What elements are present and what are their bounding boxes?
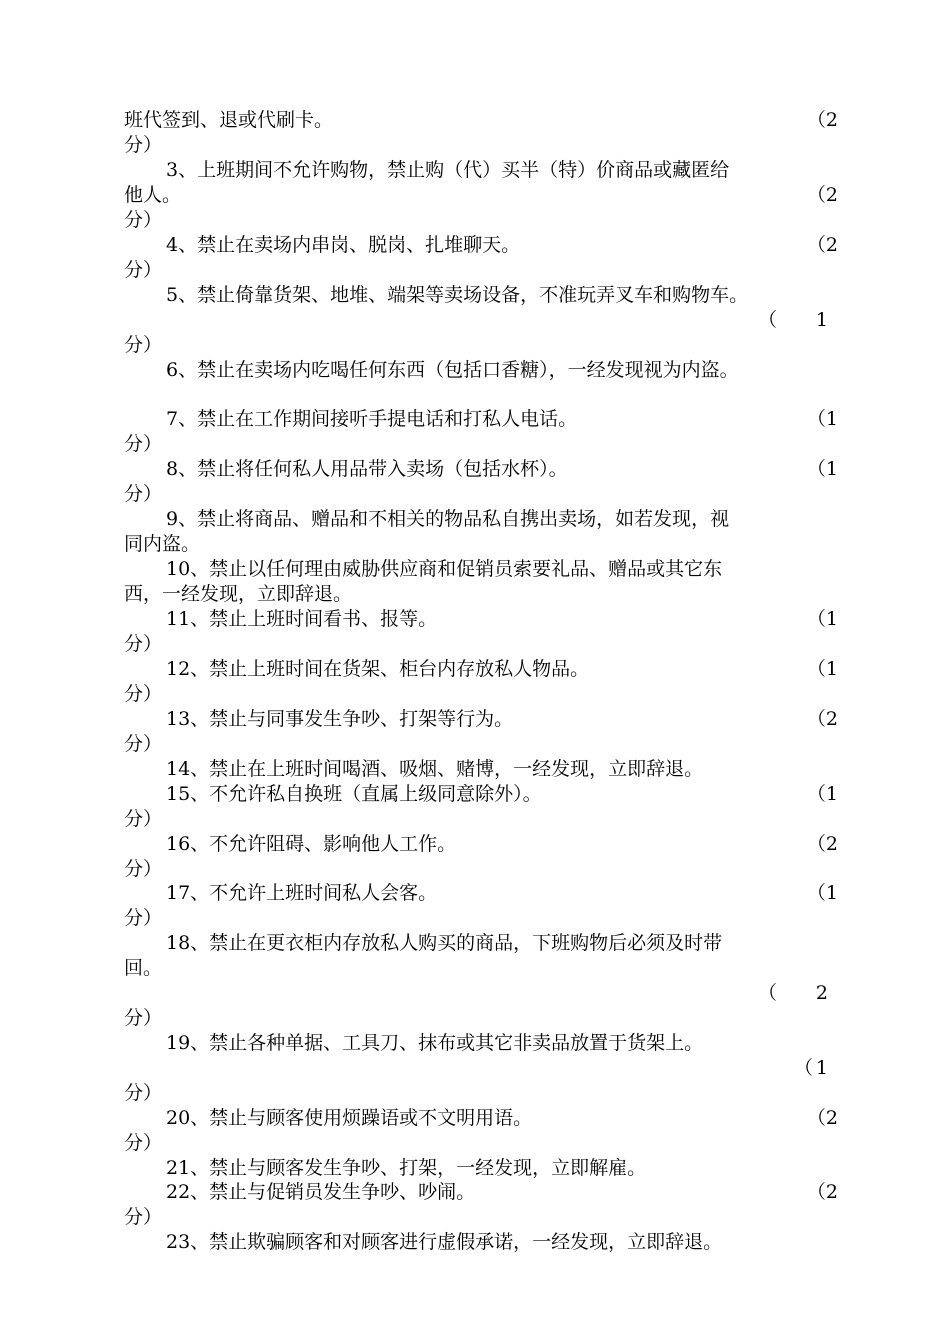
points-unit: 分） — [124, 259, 163, 281]
points-value: （1 — [806, 608, 838, 630]
points-unit: 分） — [124, 858, 163, 880]
points-value: （2 — [806, 1181, 838, 1203]
rule-line — [166, 457, 838, 481]
points-unit: 分） — [124, 633, 163, 655]
rule-line — [166, 782, 838, 806]
rule-text: 4、禁止在卖场内串岗、脱岗、扎堆聊天。 — [166, 234, 521, 256]
rule-line: 19、禁止各种单据、工具刀、抹布或其它非卖品放置于货架上。 — [166, 1032, 704, 1054]
rule-line — [166, 832, 838, 856]
rule-text: 22、禁止与促销员发生争吵、吵闹。 — [166, 1181, 476, 1203]
rule-line — [166, 707, 838, 731]
points-unit: 分） — [124, 1082, 163, 1104]
rule-line — [166, 407, 838, 431]
rule-text: 8、禁止将任何私人用品带入卖场（包括水杯）。 — [166, 458, 568, 480]
rule-line — [166, 1180, 838, 1204]
rule-line: 3、上班期间不允许购物，禁止购（代）买半（特）价商品或藏匿给 — [166, 159, 730, 181]
points-value: （2 — [806, 184, 838, 206]
points-value: （2 — [806, 234, 838, 256]
points-unit: 分） — [124, 433, 163, 455]
rule-text: 12、禁止上班时间在货架、柜台内存放私人物品。 — [166, 658, 590, 680]
rule-text: 班代签到、退或代刷卡。 — [124, 109, 334, 131]
rule-text: 15、不允许私自换班（直属上级同意除外）。 — [166, 783, 542, 805]
points-value: （1 — [806, 458, 838, 480]
rule-line: 5、禁止倚靠货架、地堆、端架等卖场设备，不准玩弄叉车和购物车。 — [166, 284, 749, 306]
points-unit: 分） — [124, 1206, 163, 1228]
rule-text: 7、禁止在工作期间接听手提电话和打私人电话。 — [166, 408, 578, 430]
points-value: （2 — [806, 833, 838, 855]
rule-text: 11、禁止上班时间看书、报等。 — [166, 608, 438, 630]
points-value: （1 — [806, 658, 838, 680]
rule-text: 13、禁止与同事发生争吵、打架等行为。 — [166, 708, 514, 730]
rule-line: 23、禁止欺骗顾客和对顾客进行虚假承诺，一经发现，立即辞退。 — [166, 1231, 723, 1253]
points-unit: 分） — [124, 808, 163, 830]
rule-line: 10、禁止以任何理由威胁供应商和促销员索要礼品、赠品或其它东 — [166, 558, 723, 580]
points-value: （ 1 — [794, 1057, 828, 1079]
points-value: （2 — [806, 708, 838, 730]
points-value: （1 — [806, 783, 838, 805]
rule-line: 回。 — [124, 957, 163, 979]
rule-line: 18、禁止在更衣柜内存放私人购买的商品，下班购物后必须及时带 — [166, 932, 723, 954]
points-unit: 分） — [124, 334, 163, 356]
rule-line — [166, 233, 838, 257]
rule-line: 14、禁止在上班时间喝酒、吸烟、赌博，一经发现，立即辞退。 — [166, 758, 704, 780]
points-unit: 分） — [124, 483, 163, 505]
rule-line: 6、禁止在卖场内吃喝任何东西（包括口香糖），一经发现视为内盗。 — [166, 359, 739, 381]
rule-text: 20、禁止与顾客使用烦躁语或不文明用语。 — [166, 1107, 533, 1129]
rule-line — [124, 183, 838, 207]
points-unit: 分） — [124, 733, 163, 755]
rule-text: 17、不允许上班时间私人会客。 — [166, 882, 438, 904]
points-value: （ 1 — [758, 309, 828, 331]
points-unit: 分） — [124, 209, 163, 231]
points-unit: 分） — [124, 683, 163, 705]
rule-line — [166, 657, 838, 681]
points-unit: 分） — [124, 1132, 163, 1154]
points-value: （ 2 — [758, 982, 828, 1004]
rule-line: 西，一经发现，立即辞退。 — [124, 583, 353, 605]
points-value: （2 — [806, 1107, 838, 1129]
points-unit: 分） — [124, 1007, 163, 1029]
points-value: （1 — [806, 882, 838, 904]
rule-line — [166, 1106, 838, 1130]
points-value: （2 — [806, 109, 838, 131]
rule-line: 9、禁止将商品、赠品和不相关的物品私自携出卖场，如若发现，视 — [166, 508, 730, 530]
points-unit: 分） — [124, 134, 163, 156]
points-value: （1 — [806, 408, 838, 430]
rule-line — [166, 607, 838, 631]
points-unit: 分） — [124, 907, 163, 929]
rule-text: 16、不允许阻碍、影响他人工作。 — [166, 833, 457, 855]
rule-text: 他人。 — [124, 184, 182, 206]
rule-line — [166, 881, 838, 905]
rule-line: 21、禁止与顾客发生争吵、打架，一经发现，立即解雇。 — [166, 1157, 647, 1179]
rule-line — [124, 108, 838, 132]
rule-line: 同内盗。 — [124, 533, 201, 555]
